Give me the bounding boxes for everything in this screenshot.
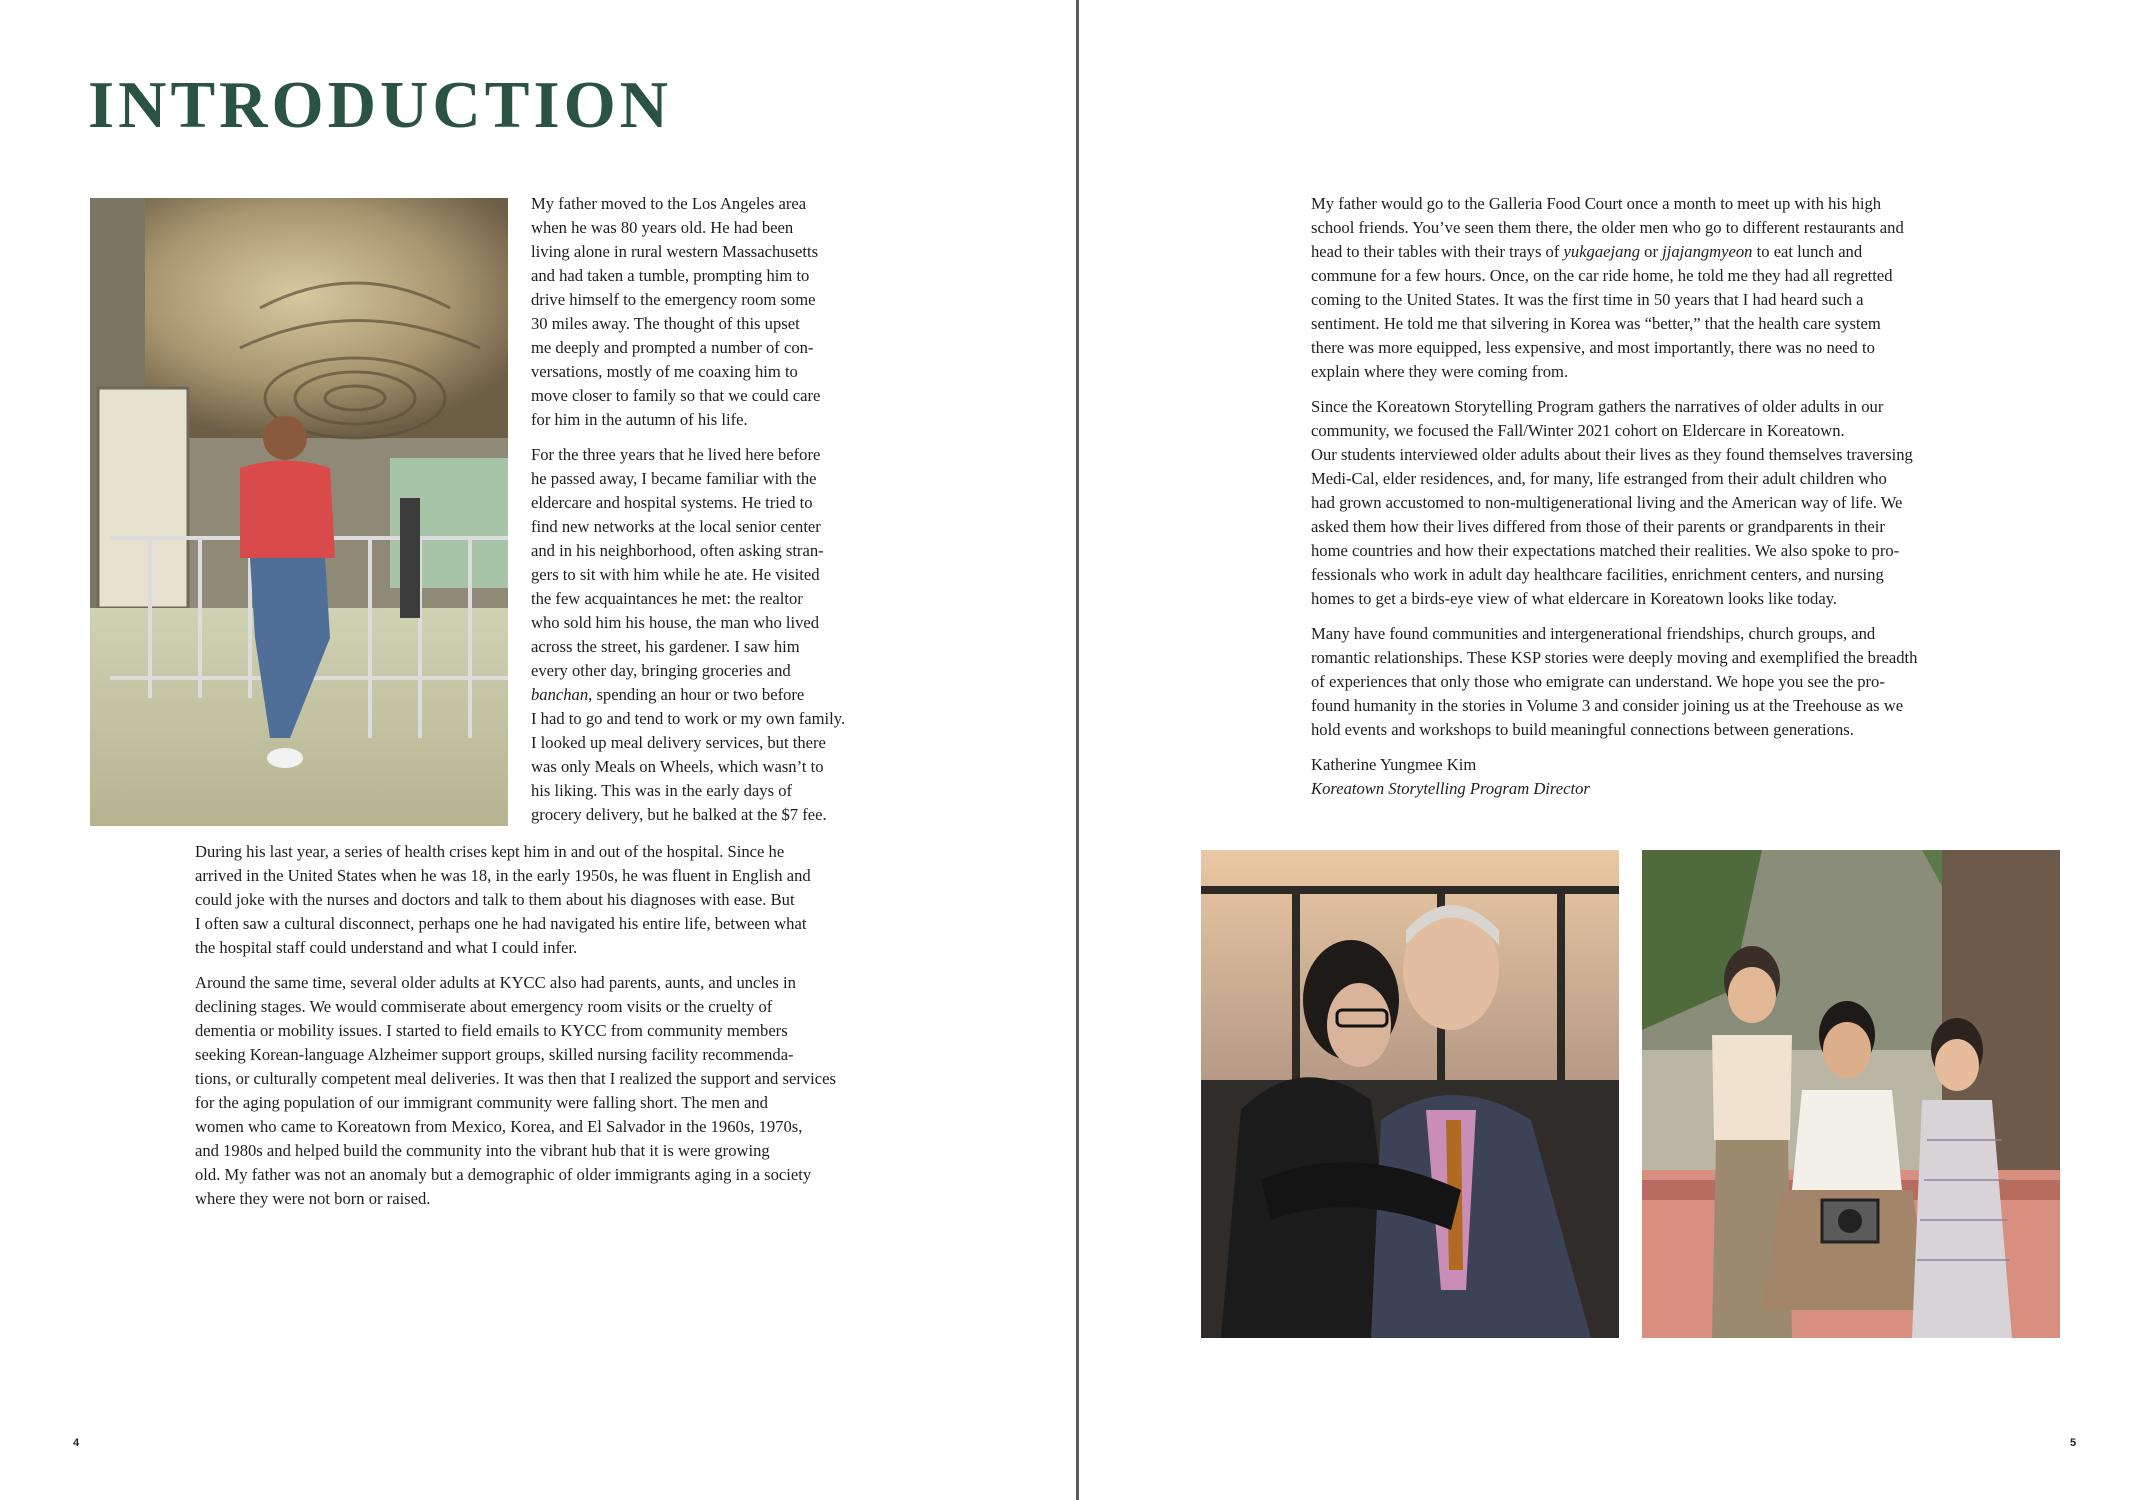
paragraph-moved xyxy=(531,192,861,432)
text-line: My father moved to the Los Angeles area xyxy=(531,194,807,213)
text-line: the few acquaintances he met: the realtor xyxy=(531,589,803,608)
text-line xyxy=(531,683,861,707)
text-line: Many have found communities and intergenerational friendships, church groups, and xyxy=(1311,624,1876,643)
text-fragment: head to their tables with their trays of xyxy=(1311,242,1564,261)
intro-continued-text xyxy=(1311,192,1951,801)
jjajangmyeon-term: jjajangmyeon xyxy=(1662,242,1753,261)
text-line: his liking. This was in the early days of xyxy=(531,781,793,800)
intro-full-text xyxy=(195,840,860,1211)
yukgaejang-term: yukgaejang xyxy=(1563,242,1641,261)
text-line: home countries and how their expectations matched their realities. We also spoke to pro- xyxy=(1311,541,1900,560)
text-line: who sold him his house, the man who lived xyxy=(531,613,820,632)
right-page xyxy=(1080,0,2143,1500)
signature-title: Koreatown Storytelling Program Director xyxy=(1311,779,1590,798)
text-line: grocery delivery, but he balked at the $7 fee. xyxy=(531,805,827,824)
text-line: living alone in rural western Massachusetts xyxy=(531,242,819,261)
vintage-family-photo xyxy=(1642,850,2060,1338)
intro-wrap-text xyxy=(531,192,861,827)
text-line: there was more equipped, less expensive, and most importantly, there was no need to xyxy=(1311,338,1875,357)
text-line: Medi-Cal, elder residences, and, for many, life estranged from their adult children who xyxy=(1311,469,1887,488)
paragraph-ksp-program xyxy=(1311,395,1951,611)
paragraph-last-year xyxy=(195,840,860,960)
page-number-right: 5 xyxy=(2070,1437,2077,1449)
text-line: when he was 80 years old. He had been xyxy=(531,218,794,237)
text-line: During his last year, a series of health crises kept him in and out of the hospital. Since he xyxy=(195,842,785,861)
text-line: for the aging population of our immigrant community were falling short. The men and xyxy=(195,1093,768,1112)
text-line: coming to the United States. It was the first time in 50 years that I had heard such a xyxy=(1311,290,1864,309)
text-line: asked them how their lives differed from those of their parents or grandparents in their xyxy=(1311,517,1885,536)
paragraph-same-time xyxy=(195,971,860,1211)
text-line: versations, mostly of me coaxing him to xyxy=(531,362,798,381)
text-line: dementia or mobility issues. I started to field emails to KYCC from community members xyxy=(195,1021,788,1040)
text-line: found humanity in the stories in Volume 3 and consider joining us at the Treehouse as we xyxy=(1311,696,1904,715)
text-fragment: , spending an hour or two before xyxy=(588,685,805,704)
text-line: he passed away, I became familiar with the xyxy=(531,469,817,488)
text-line: across the street, his gardener. I saw him xyxy=(531,637,800,656)
text-line: sentiment. He told me that silvering in Korea was “better,” that the health care system xyxy=(1311,314,1881,333)
daughter-and-father-photo xyxy=(1201,850,1619,1338)
text-line: Since the Koreatown Storytelling Program gathers the narratives of older adults in our xyxy=(1311,397,1884,416)
text-line: My father would go to the Galleria Food Court once a month to meet up with his high xyxy=(1311,194,1882,213)
text-line: community, we focused the Fall/Winter 2021 cohort on Eldercare in Koreatown. xyxy=(1311,421,1845,440)
text-line: declining stages. We would commiserate about emergency room visits or the cruelty of xyxy=(195,997,773,1016)
text-line: gers to sit with him while he ate. He visited xyxy=(531,565,820,584)
text-line: seeking Korean-language Alzheimer support groups, skilled nursing facility recommenda- xyxy=(195,1045,794,1064)
text-line: was only Meals on Wheels, which wasn’t to xyxy=(531,757,824,776)
text-line: explain where they were coming from. xyxy=(1311,362,1569,381)
text-line: commune for a few hours. Once, on the car ride home, he told me they had all regretted xyxy=(1311,266,1893,285)
text-line: every other day, bringing groceries and xyxy=(531,661,791,680)
text-line: the hospital staff could understand and what I could infer. xyxy=(195,938,578,957)
text-fragment: to eat lunch and xyxy=(1752,242,1863,261)
paragraph-three-years xyxy=(531,443,861,827)
text-line: eldercare and hospital systems. He tried to xyxy=(531,493,813,512)
text-line: Around the same time, several older adults at KYCC also had parents, aunts, and uncles in xyxy=(195,973,796,992)
text-fragment: or xyxy=(1640,242,1663,261)
page-gutter xyxy=(1076,0,1079,1500)
banchan-term: banchan xyxy=(531,685,589,704)
page-number-left: 4 xyxy=(73,1437,80,1449)
text-line: homes to get a birds-eye view of what eldercare in Koreatown looks like today. xyxy=(1311,589,1838,608)
text-line: 30 miles away. The thought of this upset xyxy=(531,314,800,333)
text-line: old. My father was not an anomaly but a demographic of older immigrants aging in a society xyxy=(195,1165,812,1184)
text-line: of experiences that only those who emigrate can understand. We hope you see the pro- xyxy=(1311,672,1885,691)
text-line: I looked up meal delivery services, but there xyxy=(531,733,826,752)
text-line: and had taken a tumble, prompting him to xyxy=(531,266,810,285)
text-line xyxy=(1311,240,1951,264)
text-line: romantic relationships. These KSP stories were deeply moving and exemplified the breadth xyxy=(1311,648,1918,667)
page-title: INTRODUCTION xyxy=(88,68,673,142)
text-line: where they were not born or raised. xyxy=(195,1189,431,1208)
text-line: for him in the autumn of his life. xyxy=(531,410,748,429)
text-line: I had to go and tend to work or my own family. xyxy=(531,709,846,728)
text-line: fessionals who work in adult day healthcare facilities, enrichment centers, and nursing xyxy=(1311,565,1884,584)
text-line: tions, or culturally competent meal deliveries. It was then that I realized the support and services xyxy=(195,1069,836,1088)
text-line: me deeply and prompted a number of con- xyxy=(531,338,814,357)
text-line: and in his neighborhood, often asking stran- xyxy=(531,541,824,560)
text-line: hold events and workshops to build meaningful connections between generations. xyxy=(1311,720,1854,739)
text-line: could joke with the nurses and doctors and talk to them about his diagnoses with ease. But xyxy=(195,890,795,909)
text-line: school friends. You’ve seen them there, the older men who go to different restaurants and xyxy=(1311,218,1904,237)
signature-block xyxy=(1311,753,1951,801)
text-line: women who came to Koreatown from Mexico, Korea, and El Salvador in the 1960s, 1970s, xyxy=(195,1117,803,1136)
text-line: arrived in the United States when he was 18, in the early 1950s, he was fluent in English and xyxy=(195,866,811,885)
text-line: drive himself to the emergency room some xyxy=(531,290,816,309)
text-line: find new networks at the local senior center xyxy=(531,517,821,536)
text-line: Our students interviewed older adults about their lives as they found themselves traversing xyxy=(1311,445,1913,464)
paragraph-communities xyxy=(1311,622,1951,742)
text-line: move closer to family so that we could care xyxy=(531,386,821,405)
woman-at-theater-photo xyxy=(90,198,508,826)
signature-name: Katherine Yungmee Kim xyxy=(1311,755,1477,774)
text-line: had grown accustomed to non-multigenerational living and the American way of life. We xyxy=(1311,493,1903,512)
text-line: and 1980s and helped build the community into the vibrant hub that it is were growing xyxy=(195,1141,770,1160)
text-line: For the three years that he lived here before xyxy=(531,445,821,464)
text-line: I often saw a cultural disconnect, perhaps one he had navigated his entire life, between what xyxy=(195,914,807,933)
paragraph-galleria xyxy=(1311,192,1951,384)
